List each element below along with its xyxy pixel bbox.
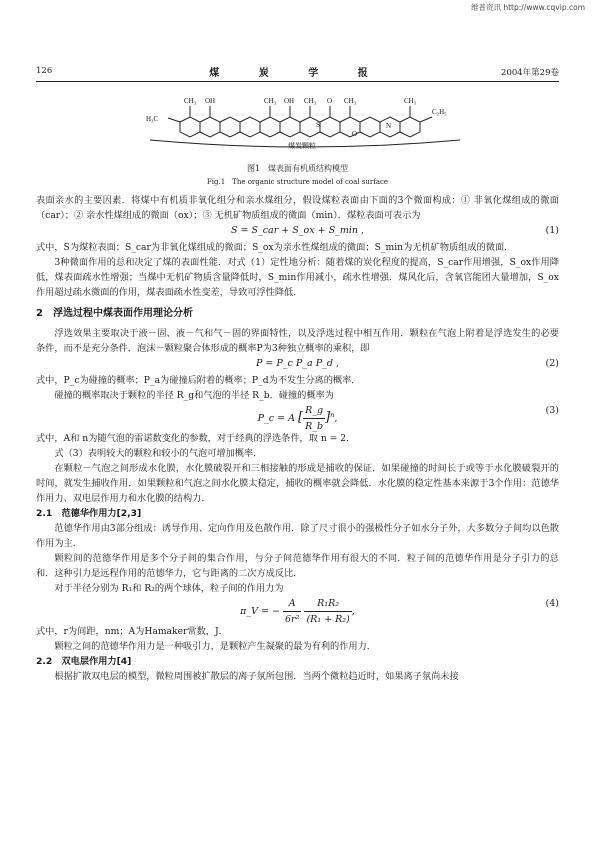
paragraph: 碰撞的概率取决于颗粒的半径 R_g和气泡的半径 R_b．碰撞的概率为 [54, 390, 334, 401]
section-heading: 2 浮选过程中煤表面作用理论分析 [36, 308, 193, 319]
equation-4-numerator-a: A [283, 596, 301, 612]
label-ch3: CH₃ [184, 97, 197, 105]
equation-2 [36, 356, 559, 373]
equation-4-lhs: π_V = − [240, 606, 280, 617]
paragraph: 3种微面作用的总和决定了煤的表面性能．对式（1）定性地分析：随着煤的炭化程度的提高，S_car作用增强，S_ox作用降低，煤表面疏水性增强；当煤中无机矿物质含量降低时，S_min作用减小，疏水性增强．煤风化后，含氧官能团大量增加，S_ox作用超过疏水微面的作用，煤表面疏水性变差，导致可浮性降低． [36, 257, 559, 298]
label-ch3: CH₃ [264, 97, 277, 105]
paragraph: 式中，r为间距，nm；A为Hamaker常数，J． [36, 626, 228, 637]
figure-caption-en: Fig.1 The organic structure model of coal surface [206, 178, 389, 186]
ring-2 [200, 117, 220, 137]
equation-4: π_V = − $\frac{A}{\text{6r²}}$ $\frac{\text{R₁R₂}}{\text{(R₁ + R₂)}}$ , (4) [240, 598, 559, 625]
body-text [36, 193, 559, 684]
equation-3-denominator: R_b [305, 421, 324, 432]
ring-4 [240, 117, 260, 137]
equation-4-number: (4) [545, 598, 559, 609]
equation-4-numerator-b: R₁R₂ [304, 596, 351, 612]
paragraph: 表面亲水的主要因素．将煤中有机质非氧化组分和亲水煤组分，假设煤粒表面由下面的3个微面构成：① 非氧化煤组成的微面（car）；② 亲水性煤组成的微面（ox）；③ 无机矿物质组成的微面（min）．煤粒表面可表示为 [36, 195, 559, 221]
paragraph: 式（3）表明较大的颗粒和较小的气泡可增加概率． [54, 448, 263, 459]
page-header [36, 66, 559, 80]
label-coal-particle: 煤炭颗粒 [288, 142, 316, 150]
label-ch3: CH₃ [344, 97, 357, 105]
paragraph: 式中，A和 n为随气泡的雷诺数变化的参数，对于经典的浮选条件，取 n = 2． [36, 433, 356, 444]
header-rule [36, 81, 559, 82]
figure-caption-cn: 图1 煤表面有机质结构模型 [246, 164, 349, 173]
label-h3c: H₃C [146, 115, 159, 123]
equation-1-body: S = S_car + S_ox + S_min , [230, 225, 365, 236]
equation-2-body: P = P_c P_a P_d , [256, 358, 339, 369]
paragraph: 范德华作用由3部分组成：诱导作用、定向作用及色散作用．除了尺寸很小的强极性分子如水分子外，大多数分子间均以色散作用为主． [36, 523, 559, 549]
paragraph: 颗粒间的范德华作用是多个分子间的集合作用，与分子间范德华作用有很大的不同．粒子间的范德华作用是分子引力的总和．这种引力是远程作用的范德华力，它与距离的二次方成反比． [36, 553, 559, 579]
label-oh: OH [205, 97, 216, 105]
paragraph: 式中，S为煤粒表面；S_car为非氧化煤组成的微面；S_ox为亲水性煤组成的微面；S_min为无机矿物质组成的微面． [36, 242, 514, 253]
subsection-heading: 2.1 范德华作用力[2,3] [36, 508, 142, 519]
equation-4-fraction-b [304, 596, 351, 627]
equation-1 [36, 223, 559, 240]
paragraph: 颗粒之间的范德华作用力是一种吸引力，是颗粒产生凝聚的最为有利的作用力． [54, 641, 376, 652]
paragraph: 式中，P_c为碰撞的概率；P_a为碰撞后附着的概率；P_d为不发生分离的概率． [36, 375, 361, 386]
subsection-heading: 2.2 双电层作用力[4] [36, 656, 132, 667]
ring-12 [400, 117, 420, 137]
label-ch3: CH₃ [304, 97, 317, 105]
label-ch3: CH₃ [404, 97, 417, 105]
label-s: S [316, 121, 320, 129]
watermark: 维普资讯 http://www.cqvip.com [470, 3, 585, 12]
equation-3-exponent: n [330, 410, 335, 419]
ring-3 [220, 117, 240, 137]
ring-10 [360, 117, 380, 137]
equation-4-fraction-a [283, 596, 301, 627]
ring-5 [260, 117, 280, 137]
equation-3-lhs: P_c = A [257, 413, 295, 424]
equation-3-fraction [303, 403, 325, 434]
issue-info: 2004年第29卷 [501, 68, 559, 78]
equation-2-number: (2) [545, 358, 559, 369]
label-c2h5: C₂H₅ [432, 108, 447, 116]
ring-1 [180, 117, 200, 137]
equation-3: P_c = A [ $\frac{R\_g}{R\_b}$ ]$^n$, (3) [257, 405, 559, 432]
journal-title: 煤 炭 学 报 [209, 68, 386, 79]
label-oh: OH [284, 97, 295, 105]
equation-4-denominator-b: (R₁ + R₂) [306, 614, 350, 625]
page-number: 126 [36, 66, 53, 76]
ring-8 [320, 117, 340, 137]
label-n: N [386, 122, 392, 130]
equation-4-denominator-a: 6r² [285, 614, 300, 625]
label-o: O [352, 130, 358, 138]
paragraph: 浮选效果主要取决于液－固、液－气和气－固的界面特性，以及浮选过程中相互作用．颗粒在气泡上附着是浮选发生的必要条件，而不是充分条件．泡沫－颗粒聚合体形成的概率P为3种独立概率的乘积，即 [36, 328, 559, 354]
paragraph: 根据扩散双电层的模型，微粒周围被扩散层的离子氛所包围．当两个微粒趋近时，如果离子氛尚未接 [54, 671, 459, 682]
equation-3-number: (3) [545, 405, 559, 416]
label-o: O [327, 97, 333, 105]
ring-6 [280, 117, 300, 137]
paragraph: 对于半径分别为 R₁和 R₂的两个球体，粒子间的作用力为 [54, 583, 284, 594]
coal-structure-figure [140, 92, 470, 162]
equation-1-number: (1) [545, 225, 559, 236]
equation-3-numerator: R_g [303, 403, 325, 419]
paragraph: 在颗粒－气泡之间形成水化膜，水化膜破裂开和三相接触的形成是捕收的保证．如果碰撞的时间长于或等于水化膜破裂开的时间，就发生捕收作用．如果颗粒和气泡之间水化膜太稳定，捕收的概率就会降低．水化膜的稳定性基本来源于3个作用：范德华作用力、双电层作用力和水化膜的结构力． [36, 463, 559, 504]
